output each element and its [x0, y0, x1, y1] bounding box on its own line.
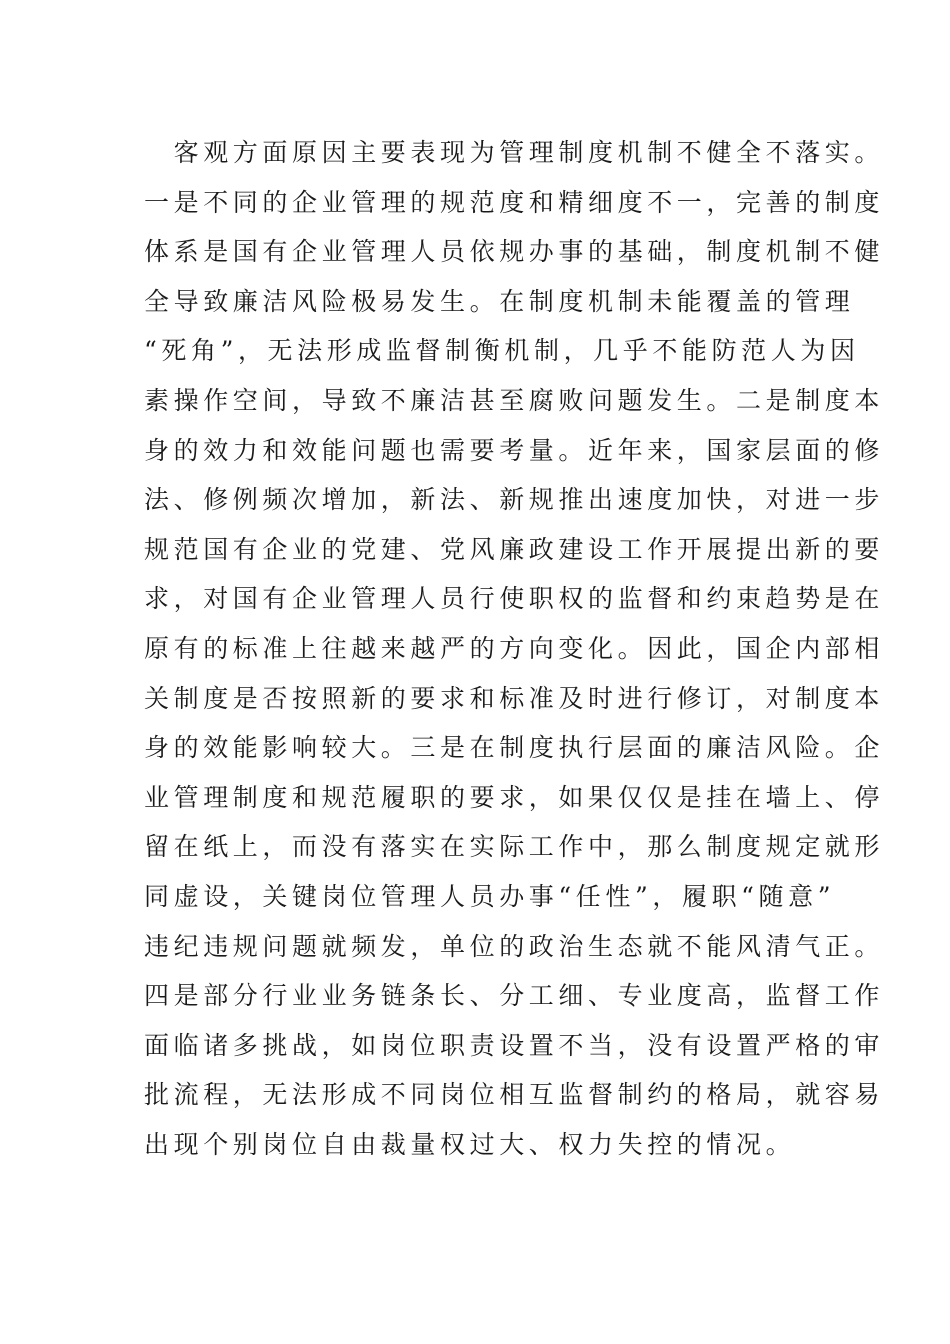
paragraph-line: 体系是国有企业管理人员依规办事的基础，制度机制不健 [144, 237, 885, 267]
paragraph-line: 素操作空间，导致不廉洁甚至腐败问题发生。二是制度本 [144, 385, 885, 415]
paragraph-line: 关制度是否按照新的要求和标准及时进行修订，对制度本 [144, 683, 885, 713]
paragraph-line: 全导致廉洁风险极易发生。在制度机制未能覆盖的管理 [144, 286, 855, 316]
paragraph-line: 留在纸上，而没有落实在实际工作中，那么制度规定就形 [144, 832, 885, 862]
paragraph-line: 法、修例频次增加，新法、新规推出速度加快，对进一步 [144, 485, 885, 515]
paragraph-line: 四是部分行业业务链条长、分工细、专业度高，监督工作 [144, 981, 885, 1011]
paragraph-line: 原有的标准上往越来越严的方向变化。因此，国企内部相 [144, 633, 885, 663]
paragraph-line: 客观方面原因主要表现为管理制度机制不健全不落实。 [144, 138, 885, 167]
paragraph-line: 面临诸多挑战，如岗位职责设置不当，没有设置严格的审 [144, 1030, 885, 1060]
paragraph-line: 出现个别岗位自由裁量权过大、权力失控的情况。 [144, 1129, 796, 1159]
paragraph-line: “死角”，无法形成监督制衡机制，几乎不能防范人为因 [144, 336, 860, 366]
paragraph-line: 批流程，无法形成不同岗位相互监督制约的格局，就容易 [144, 1080, 885, 1110]
paragraph-line: 身的效力和效能问题也需要考量。近年来，国家层面的修 [144, 435, 885, 465]
paragraph-line: 违纪违规问题就频发，单位的政治生态就不能风清气正。 [144, 931, 885, 961]
paragraph-line: 同虚设，关键岗位管理人员办事“任性”，履职“随意” [144, 881, 836, 911]
paragraph-line: 规范国有企业的党建、党风廉政建设工作开展提出新的要 [144, 534, 885, 564]
paragraph-line: 业管理制度和规范履职的要求，如果仅仅是挂在墙上、停 [144, 782, 885, 812]
paragraph-line: 一是不同的企业管理的规范度和精细度不一，完善的制度 [144, 187, 885, 217]
paragraph-line: 身的效能影响较大。三是在制度执行层面的廉洁风险。企 [144, 733, 885, 763]
body-paragraph [144, 128, 885, 1169]
paragraph-line: 求，对国有企业管理人员行使职权的监督和约束趋势是在 [144, 584, 885, 614]
